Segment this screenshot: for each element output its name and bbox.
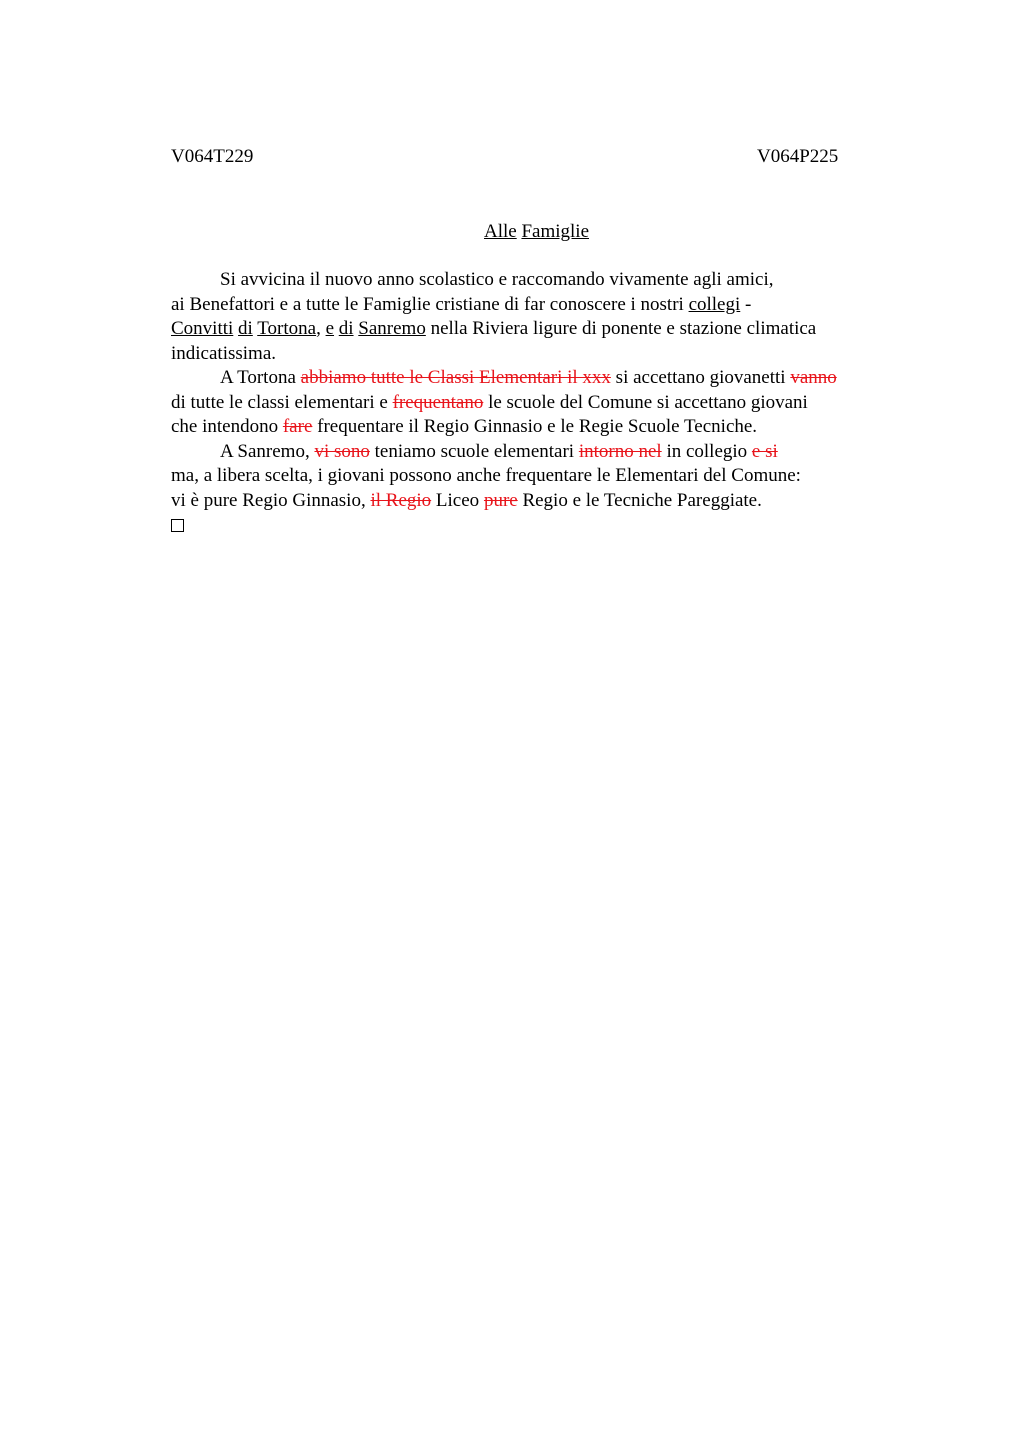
text-span: di tutte le classi elementari e	[171, 391, 393, 413]
end-marker-line	[171, 513, 911, 538]
deleted-text: intorno nel	[578, 440, 662, 462]
underlined-word: Convitti	[171, 318, 234, 339]
text-span: teniamo scuole elementari	[369, 440, 579, 462]
p1-line-2	[171, 293, 911, 318]
deleted-text: fare	[282, 416, 313, 437]
underlined-word: di	[338, 318, 354, 339]
p1-line-4: indicatissima.	[171, 342, 277, 364]
text-span: vi è pure Regio Ginnasio,	[171, 489, 371, 511]
text-span: che intendono	[171, 416, 283, 437]
p3-line-2: ma, a libera scelta, i giovani possono anche frequentare le Elementari del Comune:	[171, 465, 801, 486]
p1-line-1: Si avvicina il nuovo anno scolastico e raccomando vivamente agli amici,	[220, 269, 774, 290]
text-span: Liceo	[431, 489, 484, 511]
deleted-text: vi sono	[314, 440, 370, 462]
document-body	[171, 268, 911, 538]
p1-line-3: Convitti di Tortona, e di Sanremo nella Riviera ligure di ponente e stazione climatica	[171, 318, 817, 339]
deleted-text: abbiamo tutte le Classi Elementari il xxx	[300, 367, 611, 388]
text-span: le scuole del Comune si accettano giovani	[483, 391, 808, 413]
underlined-word: Sanremo	[358, 318, 426, 339]
text-span: si accettano giovanetti	[610, 367, 791, 388]
underlined-word: di	[238, 318, 253, 339]
p2-line-1	[171, 366, 911, 391]
p2-line-3	[171, 415, 911, 440]
text-span: nella Riviera ligure di ponente e stazione climatica	[425, 318, 817, 339]
document-title	[0, 220, 1024, 244]
title-word-famiglie: Famiglie	[521, 221, 590, 242]
underlined-word: Tortona	[257, 318, 317, 339]
deleted-text: il Regio	[370, 489, 432, 511]
text-span: Regio e le Tecniche Pareggiate.	[517, 489, 762, 511]
title-word-alle: Alle	[483, 221, 517, 242]
text-span: A Sanremo,	[220, 440, 315, 462]
header-right-code: V064P225	[757, 146, 839, 167]
p3-line-3	[171, 489, 911, 514]
text-span: A Tortona	[220, 367, 301, 388]
underlined-word: collegi	[688, 293, 741, 315]
empty-square-icon	[171, 519, 184, 532]
p3-line-1	[171, 440, 911, 465]
underlined-word: e	[325, 318, 335, 339]
p2-line-2	[171, 391, 911, 416]
text-span: frequentare il Regio Ginnasio e le Regie Scuole Tecniche.	[312, 416, 758, 437]
header-left-code: V064T229	[171, 146, 254, 167]
deleted-text: frequentano	[392, 391, 484, 413]
text-span: -	[740, 293, 752, 315]
deleted-text: e si	[751, 440, 778, 462]
text-span: ai Benefattori e a tutte le Famiglie cristiane di far conoscere i nostri	[171, 293, 689, 315]
text-span: in collegio	[661, 440, 752, 462]
deleted-text: pure	[483, 489, 518, 511]
deleted-text: vanno	[790, 367, 837, 388]
